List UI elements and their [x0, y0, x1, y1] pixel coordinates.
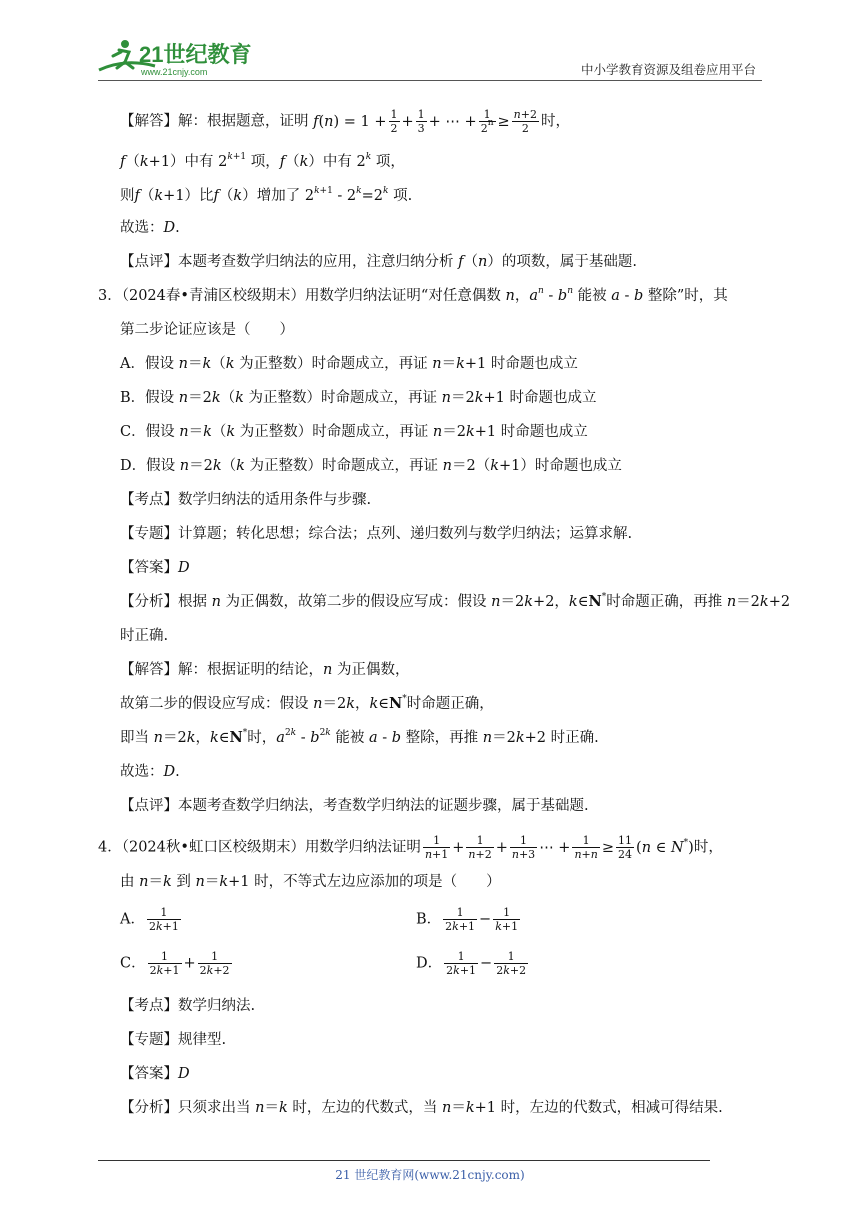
q3-option-c[interactable]: C．假设 n＝k（k 为正整数）时命题成立，再证 n＝2k+1 时命题也成立: [120, 424, 588, 440]
q3-gu: 故选：D.: [120, 764, 180, 780]
q3-gu-ans: D: [163, 764, 176, 780]
q3-option-a[interactable]: A．假设 n＝k（k 为正整数）时命题成立，再证 n＝k+1 时命题也成立: [120, 356, 578, 372]
q2-line2-b: 项，: [250, 154, 280, 170]
q3-option-d[interactable]: D．假设 n＝2k（k 为正整数）时命题成立，再证 n＝2（k+1）时命题也成立: [120, 458, 622, 474]
header-divider: [98, 80, 762, 81]
logo-url: www.21cnjy.com: [141, 67, 208, 77]
q3-stem-b: 能被: [577, 288, 607, 304]
q3-zhuanti: [120, 524, 632, 544]
q3-stem-a: （2024春•青浦区校级期末）用数学归纳法证明“对任意偶数: [121, 288, 501, 304]
q2-line3-b: 比: [199, 188, 214, 204]
q2-dianping-text2: 的项数，属于基础题.: [501, 254, 637, 270]
q2-line3: 则f（k+1）比f（k）增加了 $2^{k+1} - 2^k=2^k$ 项.: [120, 186, 413, 204]
q2-jieda-text: 解：根据题意，证明: [178, 113, 309, 130]
q4-stem: [98, 834, 723, 861]
footer-divider: [98, 1160, 710, 1161]
q4-zhuanti: [120, 1030, 226, 1050]
q3-kaodian-label: 【考点】: [120, 492, 178, 508]
q3-jieda-2: 故第二步的假设应写成：假设 n＝2k，k∈N*时命题正确，: [120, 694, 494, 712]
q2-line2-d: 项，: [375, 154, 405, 170]
q4-stem-a: （2024秋•虹口区校级期末）用数学归纳法证明: [121, 839, 421, 856]
q2-line2-c: 中有: [322, 154, 352, 170]
q4-option-b[interactable]: B． $\frac{1}{2k+1}$ − $\frac{1}{k+1}$: [416, 906, 519, 933]
q3-dianping-label: 【点评】: [120, 798, 178, 814]
q2-dianping-text: 本题考查数学归纳法的应用，注意归纳分析: [178, 254, 454, 270]
q3-fenxi-end: 时正确.: [120, 628, 169, 644]
q4-kaodian: [120, 996, 255, 1016]
q2-gu: 故选：D.: [120, 220, 180, 236]
q3-daan: [120, 558, 190, 578]
q3-gu-label: 故选：: [120, 764, 164, 780]
site-logo: [95, 36, 265, 80]
q4-zhuanti-text: 规律型.: [178, 1032, 227, 1048]
q3-option-c-label: C．假设: [120, 424, 175, 440]
q4-kaodian-label: 【考点】: [120, 998, 178, 1014]
q4-fenxi-label: 【分析】: [120, 1100, 178, 1116]
q2-dianping-label: 【点评】: [120, 254, 178, 270]
q3-dianping-text: 本题考查数学归纳法，考查数学归纳法的证题步骤，属于基础题.: [178, 798, 589, 814]
q4-option-a[interactable]: A． $\frac{1}{2k+1}$: [120, 906, 179, 933]
q3-kaodian: [120, 490, 371, 510]
q4-daan-value: D: [178, 1066, 190, 1082]
q3-daan-value: D: [178, 560, 190, 576]
q2-line3-a: 则: [120, 188, 135, 204]
q2-line3-d: 项.: [393, 188, 413, 204]
q3-jieda-label: 【解答】: [120, 662, 178, 678]
q3-fenxi: 【分析】根据 n 为正偶数，故第二步的假设应写成：假设 n＝2k+2，k∈N*时命题正确，再推 n＝2k+2: [120, 592, 791, 610]
q2-line3-c: 增加了: [256, 188, 301, 204]
q3-daan-label: 【答案】: [120, 560, 178, 576]
q3-stem-c: 整除”时，其: [647, 288, 728, 304]
q2-jieda-suffix: 时，: [540, 113, 570, 130]
q4-option-d[interactable]: D． $\frac{1}{2k+1}$ − $\frac{1}{2k+2}$: [416, 950, 527, 977]
q3-stem: 3．（2024春•青浦区校级期末）用数学归纳法证明“对任意偶数 n，$a^n - b^n$ 能被 a - b 整除”时，其: [98, 286, 728, 304]
q3-jieda-3: 即当 n＝2k，k∈N*时，$a^{2k} - b^{2k}$ 能被 a - b 整除，再推 n＝2k+2 时正确.: [120, 728, 599, 746]
q3-zhuanti-label: 【专题】: [120, 526, 178, 542]
runner-logo-icon: [95, 36, 265, 80]
q3-fenxi-text: 根据: [178, 594, 207, 610]
logo-text: 21世纪教育: [139, 42, 252, 67]
q3-option-b-label: B．假设: [120, 390, 175, 406]
q2-line2: f（k+1）中有 $2^{k+1}$ 项，f（k）中有 2$^k$ 项，: [120, 152, 405, 170]
q4-zhuanti-label: 【专题】: [120, 1032, 178, 1048]
q3-option-d-label: D．假设: [120, 458, 176, 474]
q4-stem-end: 时，: [693, 839, 723, 856]
q2-formula: f(n) = 1 + $\frac{1}{2}$ + $\frac{1}{3}$ + ⋯ + $\frac{1}{2^n}$ ≥ $\frac{n+2}{2}$: [313, 108, 537, 135]
q4-kaodian-text: 数学归纳法.: [178, 998, 256, 1014]
q3-fenxi-label: 【分析】: [120, 594, 178, 610]
q2-line2-a: 中有: [184, 154, 214, 170]
q3-option-b[interactable]: B．假设 n＝2k（k 为正整数）时命题成立，再证 n＝2k+1 时命题也成立: [120, 390, 597, 406]
q2-dianping: 【点评】本题考查数学归纳法的应用，注意归纳分析 f（n）的项数，属于基础题.: [120, 254, 637, 270]
q3-kaodian-text: 数学归纳法的适用条件与步骤.: [178, 492, 372, 508]
q3-jieda: 【解答】解：根据证明的结论，n 为正偶数，: [120, 662, 410, 678]
q4-fenxi: 【分析】只须求出当 n＝k 时，左边的代数式，当 n＝k+1 时，左边的代数式，相减可得结果.: [120, 1100, 723, 1116]
q3-dianping: [120, 796, 589, 816]
q4-option-c[interactable]: C． $\frac{1}{2k+1}$ + $\frac{1}{2k+2}$: [120, 950, 230, 977]
q3-number: 3．: [98, 288, 122, 304]
platform-name: 中小学教育资源及组卷应用平台: [580, 62, 756, 77]
q4-daan: [120, 1064, 190, 1084]
q2-gu-label: 故选：: [120, 220, 164, 236]
q2-jieda-label: 【解答】: [120, 113, 178, 130]
q3-zhuanti-text: 计算题；转化思想；综合法；点列、递归数列与数学归纳法；运算求解.: [178, 526, 633, 542]
q4-fenxi-text: 只须求出当: [178, 1100, 251, 1116]
q3-option-a-label: A．假设: [120, 356, 174, 372]
q3-stem-2: 第二步论证应该是（ ）: [120, 322, 294, 338]
footer-link[interactable]: 21 世纪教育网(www.21cnjy.com): [335, 1168, 525, 1182]
q2-gu-ans: D: [163, 220, 176, 236]
q2-jieda-line: [120, 108, 570, 135]
q4-stem-2-a: 由: [120, 874, 135, 890]
q4-number: 4．: [98, 839, 122, 856]
q4-daan-label: 【答案】: [120, 1066, 178, 1082]
q4-formula: $\frac{1}{n+1}$ + $\frac{1}{n+2}$ + $\frac{1}{n+3}$ ⋯ + $\frac{1}{n+n}$ ≥ $\frac{11}{24}$ (n ∈ N*): [424, 834, 694, 861]
q4-stem-2: 由 n＝k 到 n＝k+1 时，不等式左边应添加的项是（ ）: [120, 874, 501, 890]
